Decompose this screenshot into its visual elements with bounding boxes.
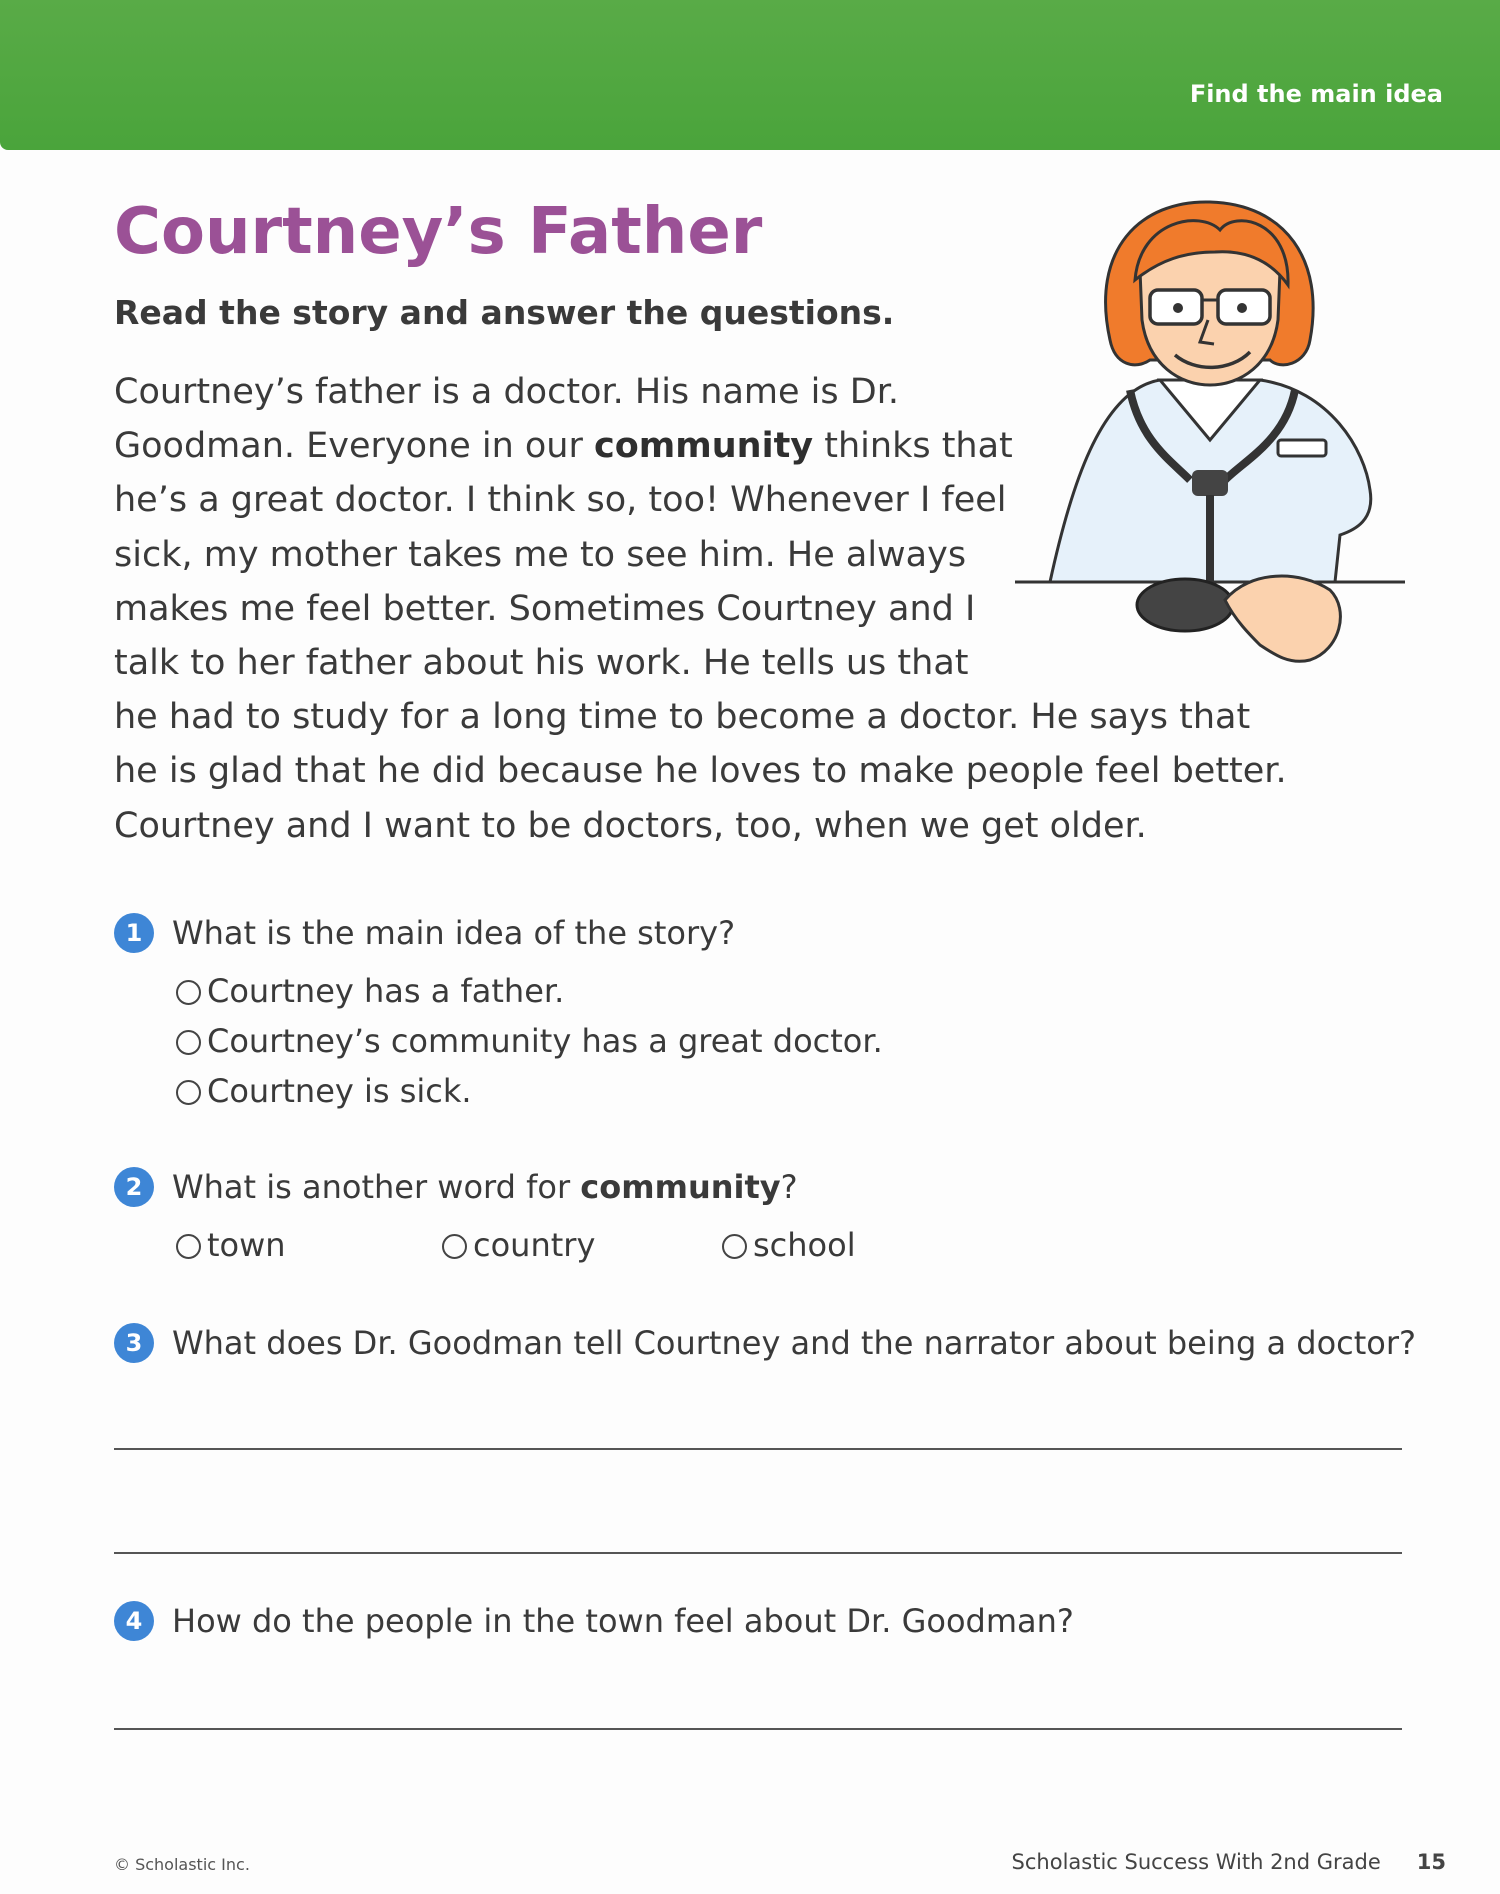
radio-circle-icon[interactable] — [176, 980, 201, 1005]
radio-circle-icon[interactable] — [442, 1234, 467, 1259]
question-number-badge: 4 — [114, 1601, 154, 1641]
book-title: Scholastic Success With 2nd Grade — [1011, 1850, 1381, 1874]
radio-circle-icon[interactable] — [176, 1030, 201, 1055]
question-text: How do the people in the town feel about Dr. Goodman? — [172, 1602, 1074, 1640]
story-line: makes me feel better. Sometimes Courtney and I — [114, 588, 976, 629]
q1-option-c[interactable]: Courtney is sick. — [176, 1072, 472, 1110]
header-banner — [0, 0, 1500, 150]
question-number-badge: 3 — [114, 1323, 154, 1363]
story-line: Courtney and I want to be doctors, too, when we get older. — [114, 805, 1147, 846]
question-text: What does Dr. Goodman tell Courtney and the narrator about being a doctor? — [172, 1324, 1416, 1362]
story-line: he’s a great doctor. I think so, too! Whenever I feel — [114, 480, 1007, 521]
radio-circle-icon[interactable] — [722, 1234, 747, 1259]
question-4 — [114, 1600, 1074, 1641]
question-text: What is the main idea of the story? — [172, 914, 736, 952]
story-line: Goodman. Everyone in our community thinks that — [114, 426, 1013, 467]
story-line: talk to her father about his work. He tells us that — [114, 643, 969, 684]
question-number-badge: 1 — [114, 913, 154, 953]
q2-option-town[interactable]: town — [176, 1226, 286, 1264]
page-footer — [1012, 1850, 1446, 1874]
radio-circle-icon[interactable] — [176, 1234, 201, 1259]
page-number: 15 — [1416, 1850, 1446, 1874]
question-3 — [114, 1322, 1416, 1363]
answer-line-q4[interactable] — [114, 1728, 1402, 1730]
question-text: What is another word for community? — [172, 1168, 798, 1206]
question-number-badge: 2 — [114, 1167, 154, 1207]
section-label: Find the main idea — [1189, 80, 1443, 108]
question-2 — [114, 1166, 798, 1207]
doctor-illustration — [1010, 190, 1410, 670]
story-line: sick, my mother takes me to see him. He always — [114, 534, 967, 575]
q1-option-b[interactable]: Courtney’s community has a great doctor. — [176, 1022, 883, 1060]
q1-option-a[interactable]: Courtney has a father. — [176, 972, 564, 1010]
radio-circle-icon[interactable] — [176, 1080, 201, 1105]
question-1 — [114, 912, 735, 953]
answer-line-q3-1[interactable] — [114, 1448, 1402, 1450]
story-line: he is glad that he did because he loves to make people feel better. — [114, 751, 1287, 792]
copyright: © Scholastic Inc. — [114, 1855, 250, 1874]
q2-option-country[interactable]: country — [442, 1226, 595, 1264]
vocab-word: community — [580, 1168, 781, 1206]
story-line: Courtney’s father is a doctor. His name is Dr. — [114, 372, 900, 412]
answer-line-q3-2[interactable] — [114, 1552, 1402, 1554]
q2-option-school[interactable]: school — [722, 1226, 856, 1264]
page-title: Courtney’s Father — [114, 195, 763, 269]
story-line: he had to study for a long time to become a doctor. He says that — [114, 697, 1251, 738]
vocab-word: community — [594, 426, 814, 467]
instructions: Read the story and answer the questions. — [114, 293, 895, 332]
